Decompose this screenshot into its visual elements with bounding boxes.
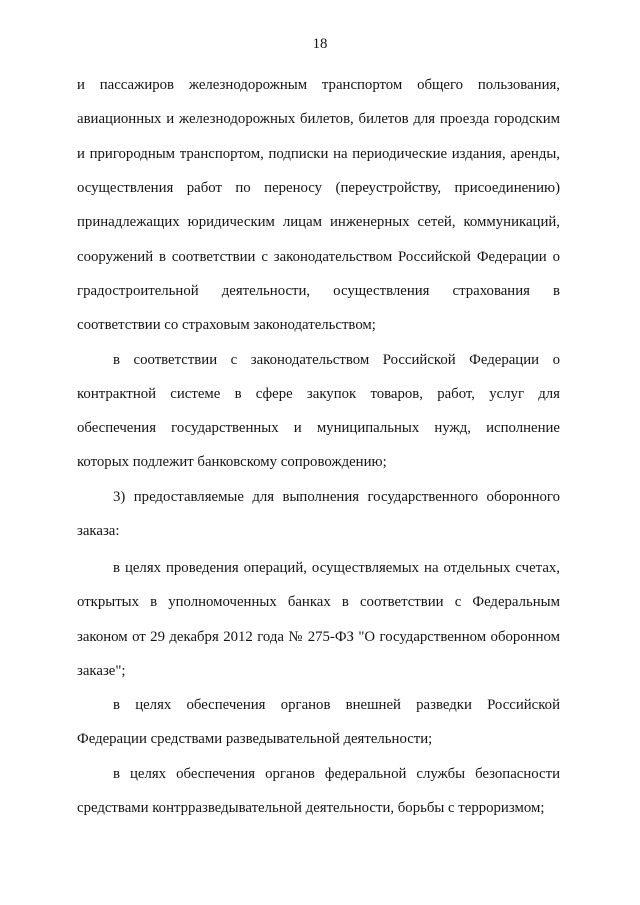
text-line: и пассажиров железнодорожным транспортом общего пользования, [77,77,560,94]
text-line: 3) предоставляемые для выполнения государственного оборонного [113,488,560,505]
text-line: открытых в уполномоченных банках в соответствии с Федеральным [77,594,560,611]
paragraph [77,551,560,688]
text-line: которых подлежит банковскому сопровождению; [77,454,387,471]
paragraph [77,343,560,480]
paragraph [77,757,560,826]
text-line: контрактной системе в сфере закупок товаров, работ, услуг для [77,385,560,402]
text-line: заказе"; [77,662,126,679]
text-line: соответствии со страховым законодательством; [77,317,376,334]
text-line: средствами контрразведывательной деятельности, борьбы с терроризмом; [77,800,545,817]
text-line: в соответствии с законодательством Российской Федерации о [113,351,560,368]
text-line: и пригородным транспортом, подписки на периодические издания, аренды, [77,145,560,162]
text-line: сооружений в соответствии с законодательством Российской Федерации о [77,248,560,265]
text-line: в целях обеспечения органов внешней разведки Российской [113,697,560,714]
text-line: градостроительной деятельности, осуществления страхования в [77,282,560,299]
paragraph [77,480,560,549]
text-line: Федерации средствами разведывательной деятельности; [77,731,433,748]
text-line: авиационных и железнодорожных билетов, билетов для проезда городским [77,111,560,128]
page-number: 18 [312,36,328,52]
text-line: осуществления работ по переносу (переустройству, присоединению) [77,180,560,197]
text-line: в целях обеспечения органов федеральной службы безопасности [113,765,560,782]
paragraph [77,688,560,757]
text-line: обеспечения государственных и муниципальных нужд, исполнение [77,420,560,437]
text-line: законом от 29 декабря 2012 года № 275-ФЗ "О государственном оборонном [77,628,560,645]
text-line: в целях проведения операций, осуществляемых на отдельных счетах, [113,559,560,576]
paragraph [77,68,560,342]
text-line: принадлежащих юридическим лицам инженерных сетей, коммуникаций, [77,214,560,231]
document-body [77,68,560,825]
text-line: заказа: [77,523,120,540]
